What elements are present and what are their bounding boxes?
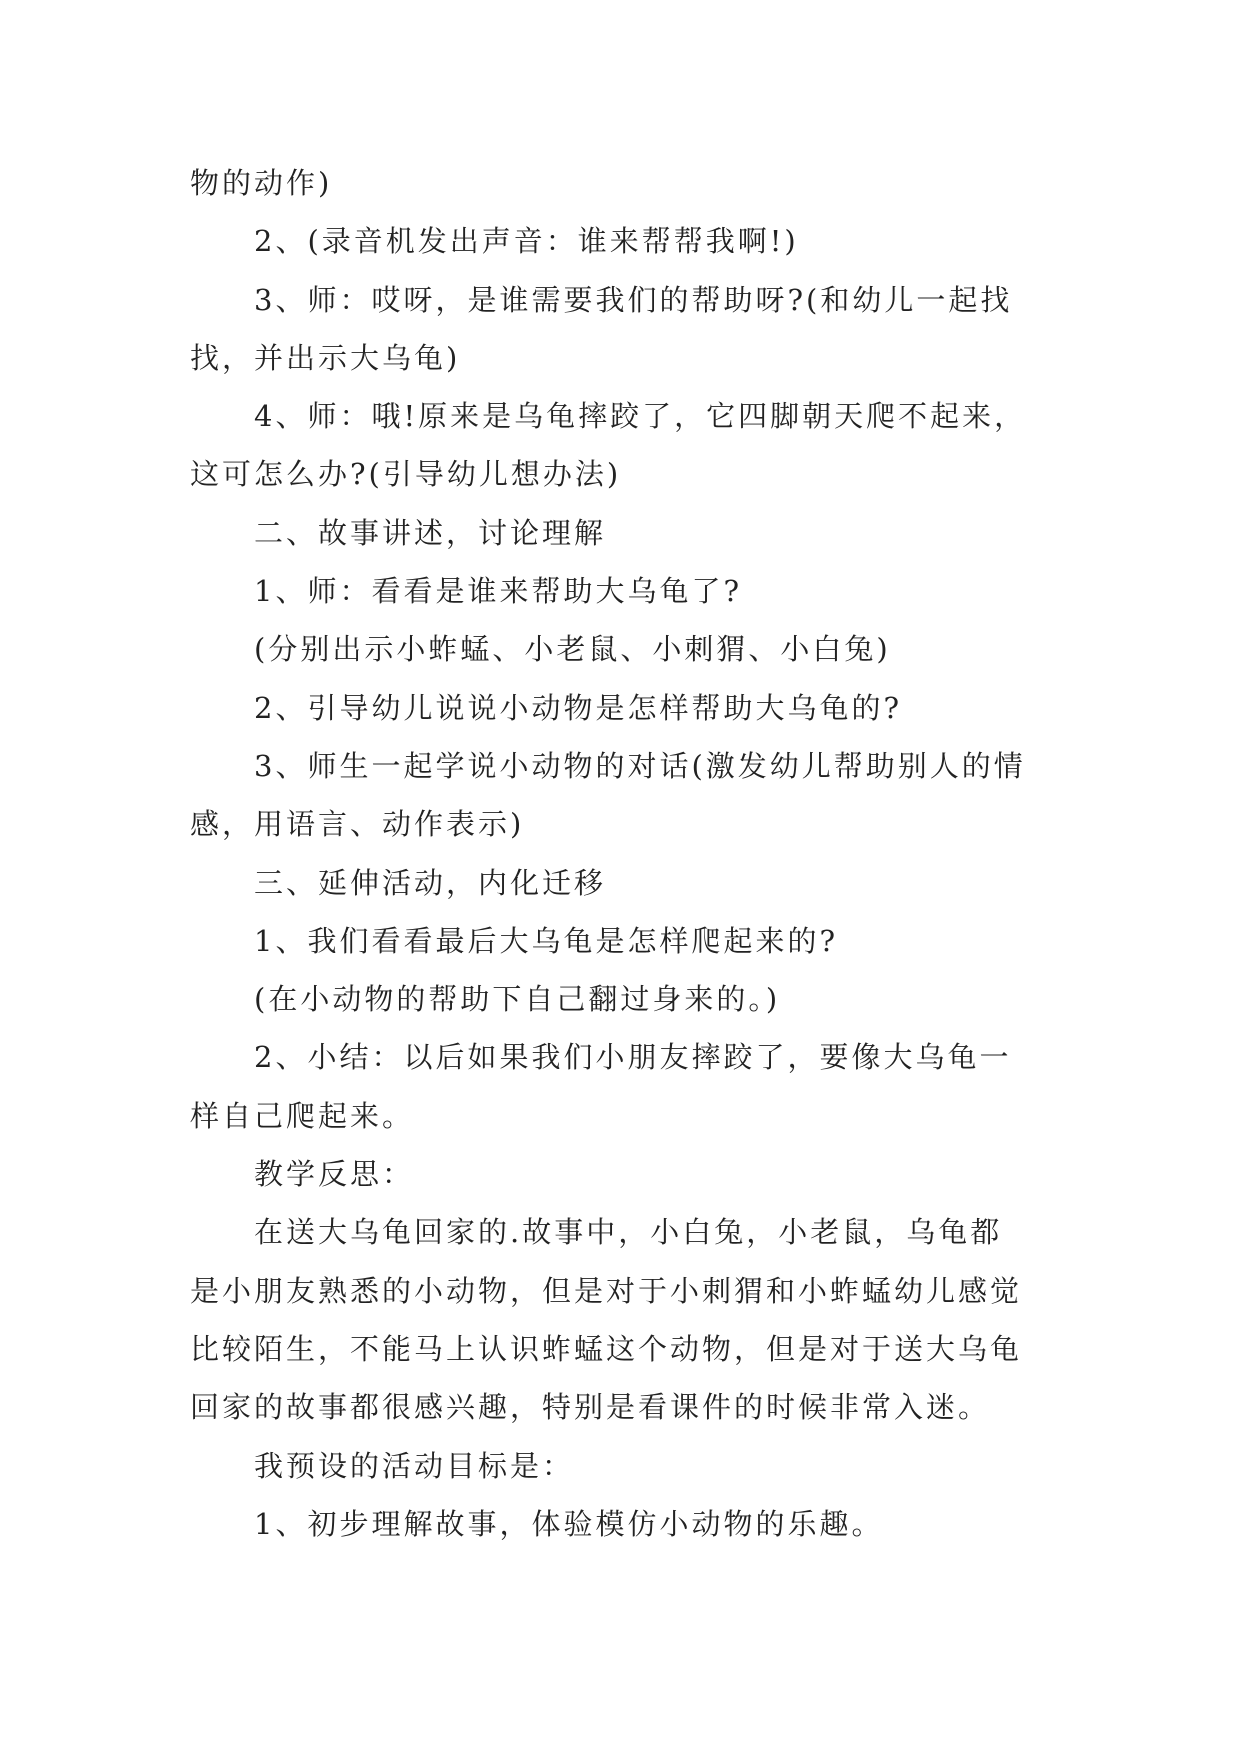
text-line: 1、师：看看是谁来帮助大乌龟了? [254,574,742,609]
text-line: 2、(录音机发出声音：谁来帮帮我啊!) [254,224,799,259]
text-line: 回家的故事都很感兴趣，特别是看课件的时候非常入迷。 [190,1390,991,1425]
text-line: (在小动物的帮助下自己翻过身来的。) [254,982,781,1017]
text-line: 找，并出示大乌龟) [190,340,461,375]
text-line: 在送大乌龟回家的.故事中，小白兔，小老鼠，乌龟都 [254,1215,1003,1250]
text-line: 3、师生一起学说小动物的对话(激发幼儿帮助别人的情 [254,748,1026,783]
text-line: 样自己爬起来。 [190,1098,415,1133]
text-line: 感，用语言、动作表示) [190,807,525,842]
text-line: 这可怎么办?(引导幼儿想办法) [190,457,622,492]
text-line: 我预设的活动目标是： [254,1448,575,1483]
section-heading: 二、故事讲述，讨论理解 [254,515,607,550]
text-line: 2、引导幼儿说说小动物是怎样帮助大乌龟的? [254,690,902,725]
text-line: 2、小结：以后如果我们小朋友摔跤了，要像大乌龟一 [254,1040,1012,1075]
text-line: 1、我们看看最后大乌龟是怎样爬起来的? [254,923,838,958]
text-line: 物的动作) [190,166,333,200]
section-heading: 三、延伸活动，内化迁移 [254,865,607,900]
text-line: (分别出示小蚱蜢、小老鼠、小刺猬、小白兔) [254,632,891,667]
text-line: 比较陌生，不能马上认识蚱蜢这个动物，但是对于送大乌龟 [190,1331,1023,1366]
text-line: 是小朋友熟悉的小动物，但是对于小刺猬和小蚱蜢幼儿感觉 [190,1273,1023,1308]
text-line: 4、师：哦!原来是乌龟摔跤了，它四脚朝天爬不起来， [254,399,1027,434]
document-body [190,154,1060,1553]
text-line: 3、师：哎呀，是谁需要我们的帮助呀?(和幼儿一起找 [254,282,1013,317]
text-line: 1、初步理解故事，体验模仿小动物的乐趣。 [254,1506,884,1541]
section-heading: 教学反思： [254,1157,415,1192]
